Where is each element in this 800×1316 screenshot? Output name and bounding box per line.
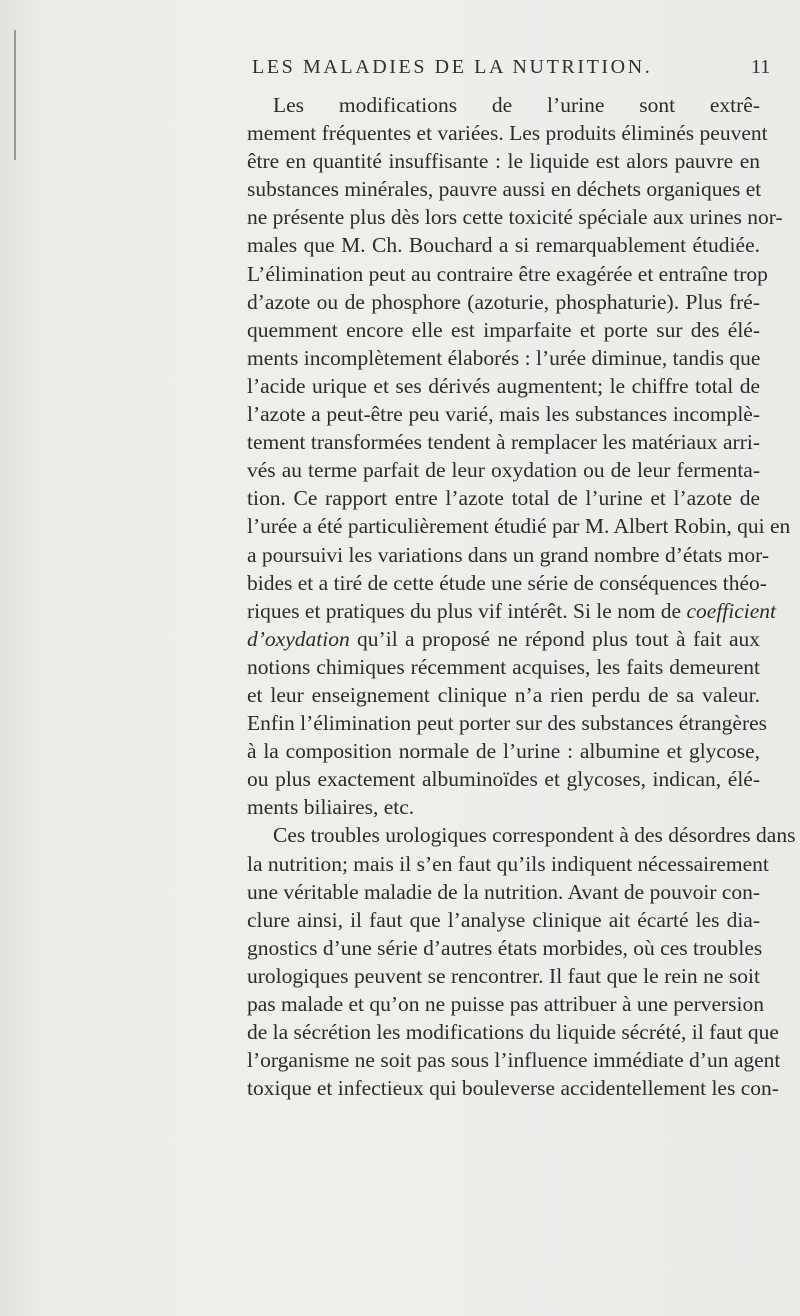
text-line: tement transformées tendent à remplacer les matériaux arri- xyxy=(247,430,760,455)
text-line: de la sécrétion les modifications du liquide sécrété, il faut que xyxy=(247,1020,779,1045)
text-line: bides et a tiré de cette étude une série de conséquences théo- xyxy=(247,570,767,595)
text-line: ments incomplètement élaborés : l’urée diminue, tandis que xyxy=(247,345,761,370)
italic-term: coefficient xyxy=(686,598,777,623)
text-line: pas malade et qu’on ne puisse pas attribuer à une perversion xyxy=(247,992,765,1016)
text-line: a poursuivi les variations dans un grand nombre d’états mor- xyxy=(247,542,770,567)
text-line: tion. Ce rapport entre l’azote total de l’urine et l’azote de xyxy=(247,486,760,511)
text-line: l’urée a été particulièrement étudié par M. Albert Robin, qui en xyxy=(247,514,791,539)
text-line: ments biliaires, etc. xyxy=(247,795,415,820)
text-segment: riques et pratiques du plus vif intérêt. Si le nom de xyxy=(247,598,687,623)
text-line: ou plus exactement albuminoïdes et glycoses, indican, élé- xyxy=(247,767,760,792)
text-segment: qu’il a proposé ne répond plus tout à fait aux xyxy=(349,626,760,651)
text-line: la nutrition; mais il s’en faut qu’ils indiquent nécessairement xyxy=(247,851,769,876)
text-line: quemment encore elle est imparfaite et porte sur des élé- xyxy=(247,317,760,342)
text-line xyxy=(247,597,777,625)
text-line xyxy=(247,625,760,653)
text-line: clure ainsi, il faut que l’analyse clinique ait écarté les dia- xyxy=(247,907,760,932)
text-line: urologiques peuvent se rencontrer. Il faut que le rein ne soit xyxy=(247,963,760,988)
text-line: vés au terme parfait de leur oxydation ou de leur fermenta- xyxy=(247,458,760,483)
text-line: gnostics d’une série d’autres états morbides, où ces troubles xyxy=(247,935,763,960)
text-line: une véritable maladie de la nutrition. Avant de pouvoir con- xyxy=(247,879,761,904)
text-line: Enfin l’élimination peut porter sur des substances étrangères xyxy=(247,711,768,736)
text-line: d’azote ou de phosphore (azoturie, phosphaturie). Plus fré- xyxy=(247,289,760,314)
text-line: males que M. Ch. Bouchard a si remarquablement étudiée. xyxy=(247,233,760,258)
text-line: être en quantité insuffisante : le liquide est alors pauvre en xyxy=(247,149,760,174)
text-line: Les modifications de l’urine sont extrê- xyxy=(273,93,760,117)
text-line: toxique et infectieux qui bouleverse accidentellement les con- xyxy=(247,1076,779,1101)
text-line: et leur enseignement clinique n’a rien perdu de sa valeur. xyxy=(247,682,760,707)
text-line: Ces troubles urologiques correspondent à des désordres dans xyxy=(273,823,796,848)
text-line: l’acide urique et ses dérivés augmentent; le chiffre total de xyxy=(247,373,760,398)
text-line: mement fréquentes et variées. Les produits éliminés peuvent xyxy=(247,121,768,146)
binding-edge-line xyxy=(14,30,16,160)
body-text xyxy=(247,91,796,1102)
text-line: notions chimiques récemment acquises, les faits demeurent xyxy=(247,654,760,679)
text-line: l’azote a peut-être peu varié, mais les substances incomplè- xyxy=(247,402,760,427)
page-number: 11 xyxy=(751,56,771,78)
running-head-title: LES MALADIES DE LA NUTRITION. xyxy=(252,56,653,78)
text-line: l’organisme ne soit pas sous l’influence immédiate d’un agent xyxy=(247,1048,781,1073)
text-line: ne présente plus dès lors cette toxicité spéciale aux urines nor- xyxy=(247,205,783,230)
text-line: substances minérales, pauvre aussi en déchets organiques et xyxy=(247,177,762,202)
text-line: à la composition normale de l’urine : albumine et glycose, xyxy=(247,739,760,764)
text-line: L’élimination peut au contraire être exagérée et entraîne trop xyxy=(247,261,768,286)
italic-term: d’oxydation xyxy=(247,626,350,651)
